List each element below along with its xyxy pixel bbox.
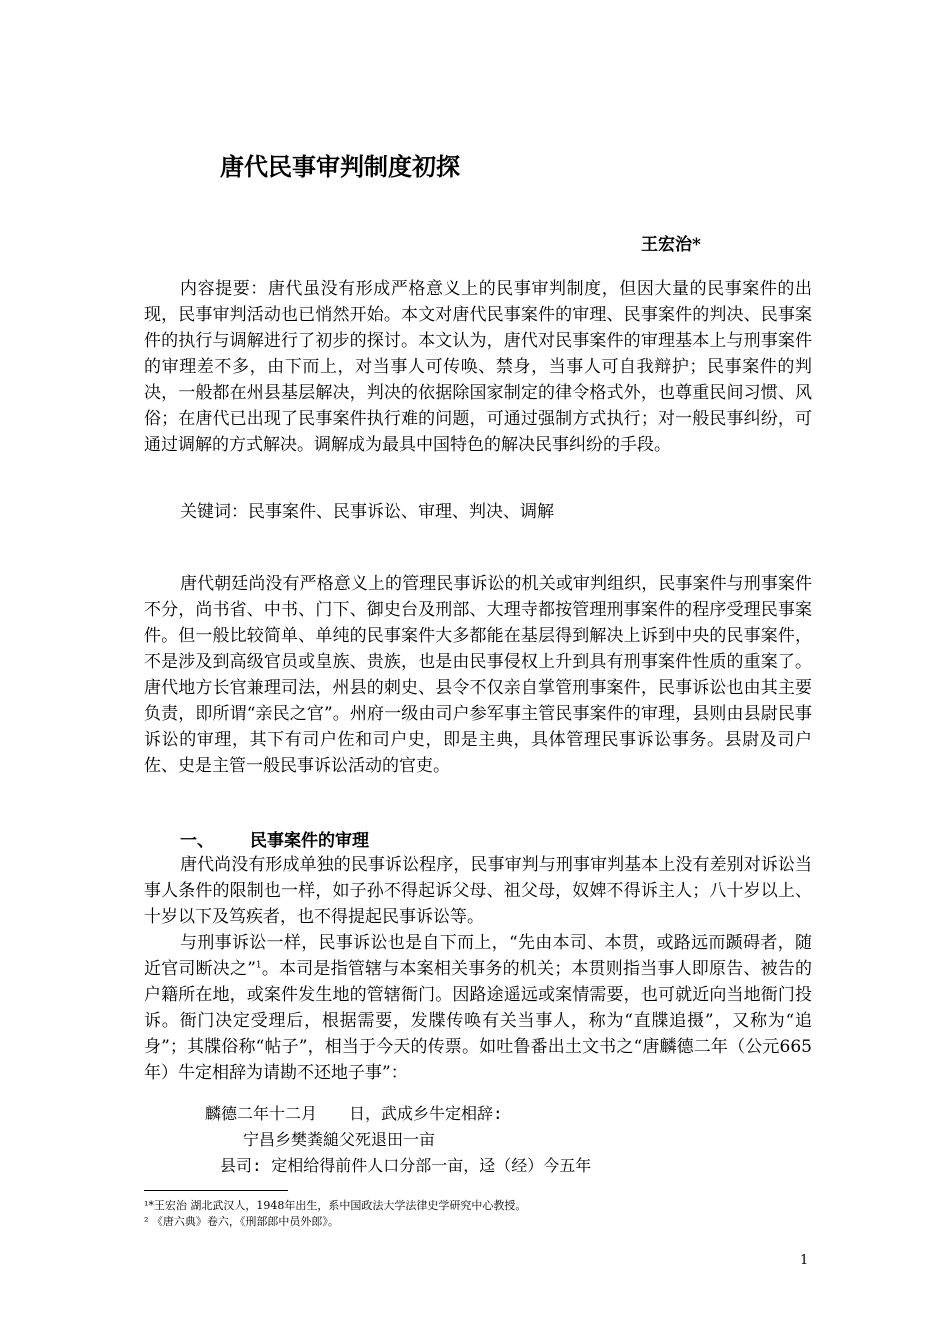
- abstract-paragraph: 内容提要：唐代虽没有形成严格意义上的民事审判制度，但因大量的民事案件的出现，民事审判活动也已悄然开始。本文对唐代民事案件的审理、民事案件的判决、民事案件的执行与调解进行了初步的探讨。本文认为，唐代对民事案件的审理基本上与刑事案件的审理差不多，由下而上，对当事人可传唤、禁身，当事人可自我辩护；民事案件的判决，一般都在州县基层解决，判决的依据除国家制定的律令格式外，也尊重民间习惯、风俗；在唐代已出现了民事案件执行难的问题，可通过强制方式执行；对一般民事纠纷，可通过调解的方式解决。调解成为最具中国特色的解决民事纠纷的手段。: [144, 279, 812, 455]
- section-heading: [180, 826, 369, 851]
- quoted-document-line: 麟德二年十二月 日，武成乡牛定相辞:: [205, 1104, 503, 1123]
- page-number: 1: [800, 1253, 809, 1268]
- section-number: 一、: [180, 831, 214, 851]
- section-heading-text: 民事案件的审理: [250, 831, 369, 851]
- intro-paragraph: 唐代朝廷尚没有严格意义上的管理民事诉讼的机关或审判组织，民事案件与刑事案件不分，尚书省、中书、门下、御史台及刑部、大理寺都按管理刑事案件的程序受理民事案件。但一般比较简单、单纯的民事案件大多都能在基层得到解决上诉到中央的民事案件，不是涉及到高级官员或皇族、贵族，也是由民事侵权上升到具有刑事案件性质的重案了。唐代地方长官兼理司法，州县的刺史、县令不仅亲自掌管刑事案件，民事诉讼也由其主要负责，即所谓“亲民之官”。州府一级由司户参军事主管民事案件的审理，县则由县尉民事诉讼的审理，其下有司户佐和司户史，即是主典，具体管理民事诉讼事务。县尉及司户佐、史是主管一般民事诉讼活动的官吏。: [144, 574, 812, 776]
- quoted-document-line: 宁昌乡樊粪縋父死退田一亩: [243, 1130, 436, 1149]
- section-paragraph-2: [144, 930, 812, 1086]
- paragraph-text-after-note: 。本司是指管辖与本案相关事务的机关；本贯则指当事人即原告、被告的户籍所在地，或案件发生地的管辖衙门。因路途遥远或案情需要，也可就近向当地衙门投诉。衙门决定受理后，根据需要，发牒传唤有关当事人，称为“直牒追摄”，又称为“追身”；其牒俗称“帖子”，相当于今天的传票。如吐鲁番出土文书之“唐麟德二年（公元665年）牛定相辞为请勘不还地子事”：: [144, 959, 812, 1083]
- document-title: 唐代民事审判制度初探: [220, 152, 460, 181]
- quoted-document-line: 县司: 定相给得前件人口分部一亩，迳（经）今五年: [220, 1156, 592, 1175]
- footnote-separator: [144, 1190, 288, 1191]
- author-name: 王宏治*: [641, 235, 701, 255]
- footnote-reference[interactable]: 1: [255, 960, 262, 971]
- footnote: ² 《唐六典》卷六，《刑部郎中员外郎》。: [144, 1215, 339, 1228]
- keywords-line: 关键词：民事案件、民事诉讼、审理、判决、调解: [180, 502, 554, 522]
- section-paragraph-1: 唐代尚没有形成单独的民事诉讼程序，民事审判与刑事审判基本上没有差别对诉讼当事人条件的限制也一样，如子孙不得起诉父母、祖父母，奴婢不得诉主人；八十岁以上、十岁以下及笃疾者，也不得提起民事诉讼等。: [144, 855, 812, 927]
- paragraph-text-before-note: 与刑事诉讼一样，民事诉讼也是自下而上，“先由本司、本贯，或路远而踬碍者，随近官司断决之”: [144, 933, 812, 979]
- footnote: ¹*王宏治 湖北武汉人，1948年出生，系中国政法大学法律史学研究中心教授。: [144, 1199, 527, 1212]
